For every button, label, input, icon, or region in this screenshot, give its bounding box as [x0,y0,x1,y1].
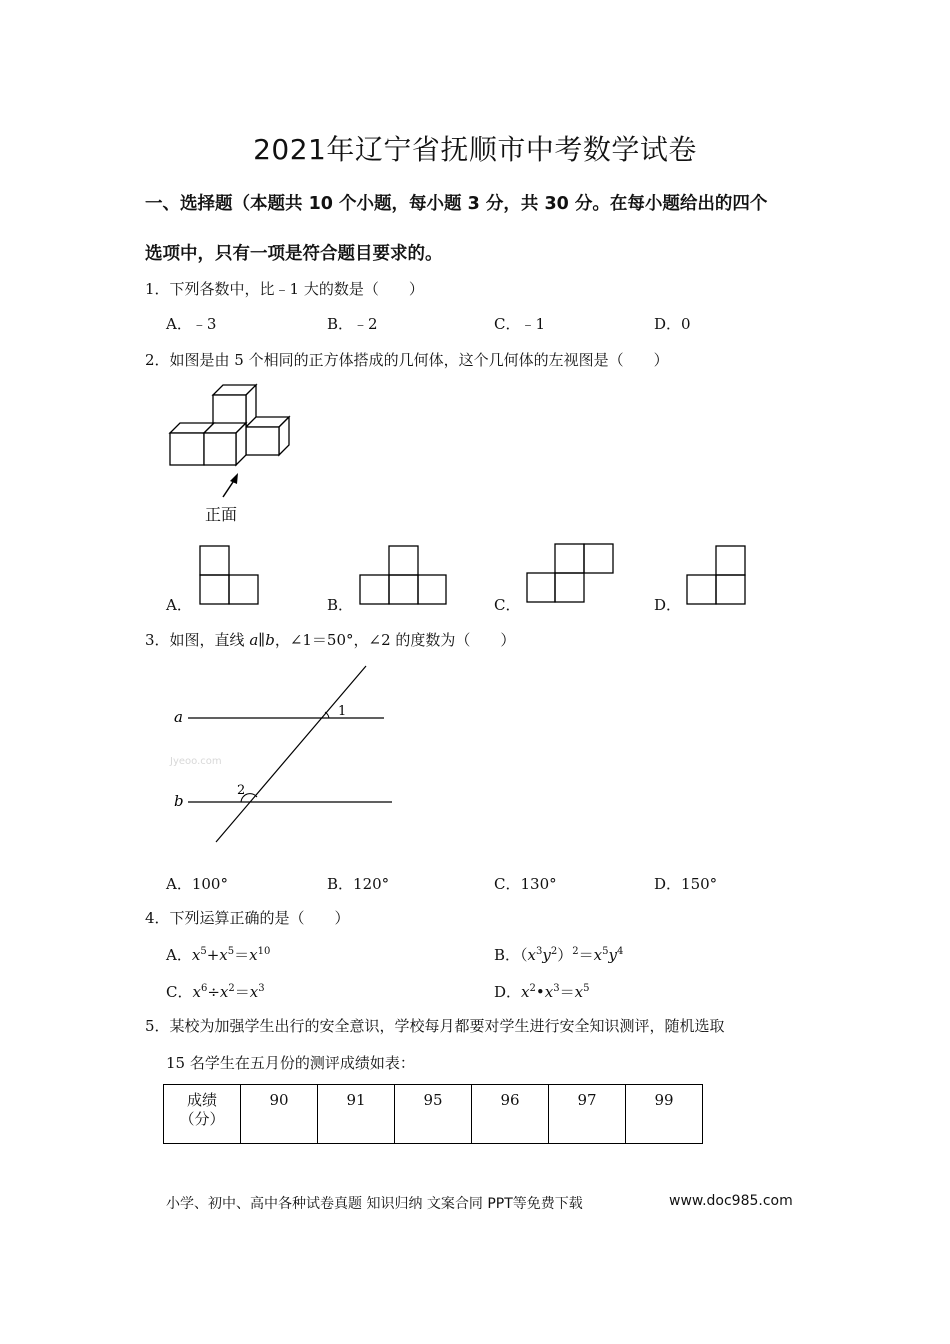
q2-cube-figure [160,375,310,500]
q3-label-a: a [174,708,183,726]
q2-option-d-figure [687,545,747,605]
table-cell: 97 [549,1085,626,1144]
q3-watermark: Jyeoo.com [170,756,222,767]
q1-option-a: A．﹣3 [166,315,217,333]
q2-option-b-figure [360,545,448,605]
table-header-line2: （分） [179,1110,225,1128]
q3-angle-1-label: 1 [338,704,347,719]
table-header-cell [164,1085,241,1144]
q2-option-d: D． [654,596,682,614]
q3-angle-2-label: 2 [237,783,246,798]
section-heading-line1: 一、选择题（本题共 10 个小题，每小题 3 分，共 30 分。在每小题给出的四个 [145,194,768,214]
q1-option-d: D．0 [654,315,691,333]
q4-option-a: A．$x^5+x^5=x^{10}$ [166,946,271,964]
q1-option-c: C．﹣1 [494,315,546,333]
q3-option-a: A．100° [166,875,228,893]
question-3-stem: 3．如图，直线 a∥b，∠1＝50°，∠2 的度数为（ ） [145,631,516,649]
q3-label-b: b [174,792,184,810]
footer-link[interactable]: www.doc985.com [669,1193,793,1209]
table-header-line1: 成绩 [186,1091,217,1109]
table-cell: 95 [395,1085,472,1144]
table-row [164,1085,703,1144]
table-cell: 96 [472,1085,549,1144]
q4-option-b: B．$(x^3y^2)^2=x^5y^4$ [494,946,624,964]
table-cell: 91 [318,1085,395,1144]
q2-option-a-figure [199,545,259,605]
question-2-stem: 2．如图是由 5 个相同的正方体搭成的几何体，这个几何体的左视图是（ ） [145,351,669,369]
question-4-stem: 4．下列运算正确的是（ ） [145,909,350,927]
page-title: 2021年辽宁省抚顺市中考数学试卷 [253,133,697,166]
q4-option-d: D．$x^2•x^3=x^5$ [494,983,590,1001]
footer-text: 小学、初中、高中各种试卷真题 知识归纳 文案合同 PPT等免费下载 [166,1196,583,1212]
table-cell: 99 [626,1085,703,1144]
q3-option-c: C．130° [494,875,557,893]
table-cell: 90 [241,1085,318,1144]
q2-option-b: B． [327,596,354,614]
q2-option-c-figure [527,543,617,605]
q3-option-d: D．150° [654,875,718,893]
q3-option-b: B．120° [327,875,390,893]
q4-option-c: C．$x^6\div x^2=x^3$ [166,983,265,1001]
question-1-stem: 1．下列各数中，比﹣1 大的数是（ ） [145,280,424,298]
q2-option-c: C． [494,596,521,614]
score-table [163,1084,703,1144]
q1-option-b: B．﹣2 [327,315,378,333]
question-5-stem-line1: 5．某校为加强学生出行的安全意识，学校每月都要对学生进行安全知识测评，随机选取 [145,1017,725,1035]
question-5-stem-line2: 15 名学生在五月份的测评成绩如表： [166,1054,415,1072]
section-heading-line2: 选项中，只有一项是符合题目要求的。 [145,244,443,264]
q2-option-a: A． [166,596,192,614]
q3-parallel-lines-figure [160,660,400,850]
q2-front-label: 正面 [205,505,238,524]
